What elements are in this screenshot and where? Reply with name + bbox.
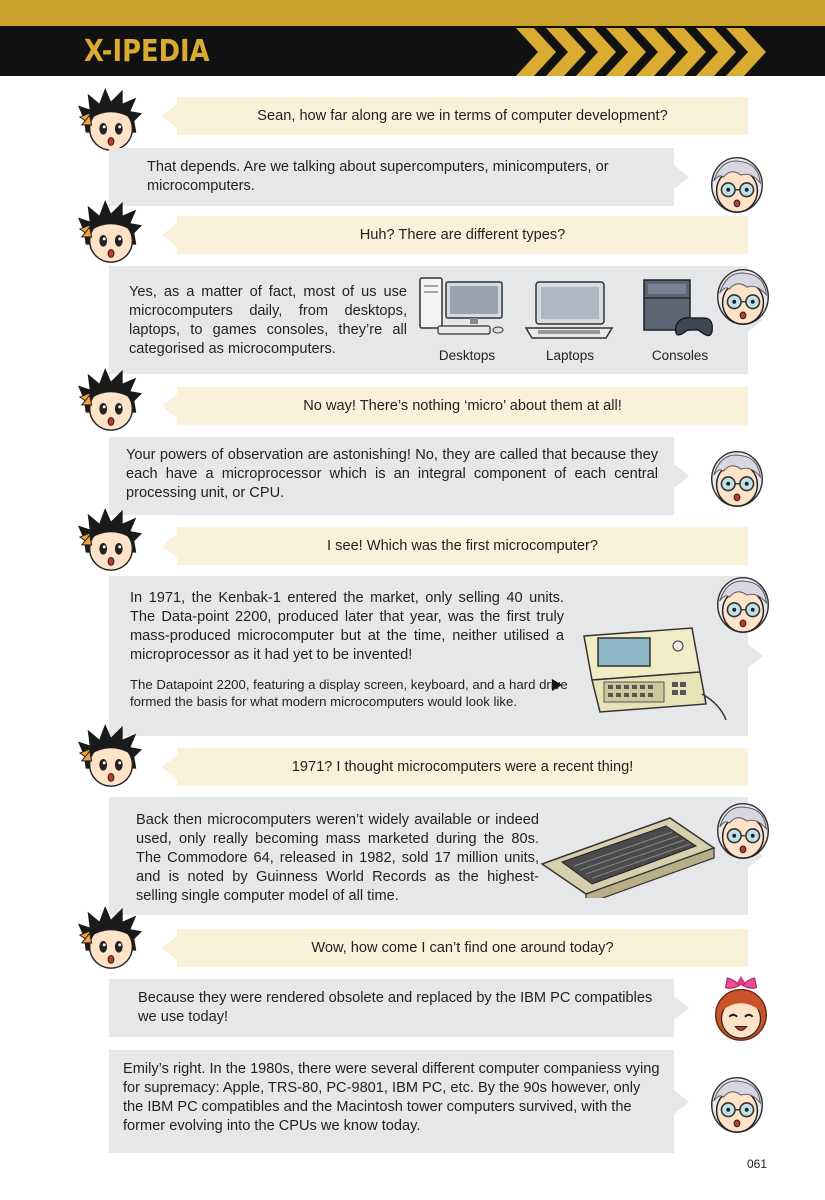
emily-avatar	[706, 974, 776, 1044]
dialogue-boy-5: 1971? I thought microcomputers were a recent thing!	[177, 748, 748, 786]
sean-avatar	[702, 146, 772, 216]
boy-avatar	[76, 366, 146, 436]
dialogue-sean-6: Emily’s right. In the 1980s, there were several different computer companiess vying for supremacy: Apple, TRS-80, PC-9801, IBM PC, etc. By the 90s however, only the IBM PC compatibles and the Macintosh tower computers survived, with the former evolving into the CPUs we know today.	[109, 1050, 674, 1153]
commodore-64-illustration	[538, 814, 718, 898]
boy-avatar	[76, 506, 146, 576]
sean-avatar	[708, 566, 778, 636]
dialogue-sean-5: Back then microcomputers weren’t widely available or indeed used, only really becoming mass marketed during the 80s. The Commodore 64, released in 1982, sold 17 million units, and is noted by Guinness World Records as the highest-selling single computer model of all time.	[109, 797, 748, 915]
sean-avatar	[702, 440, 772, 510]
dialogue-sean-4: In 1971, the Kenbak-1 entered the market, only selling 40 units. The Data-point 2200, produced later that year, was the first truly mass-produced microcomputer but at the time, neither utilised a microprocessor as it had yet to be invented! The Datapoint 2200, featuring a display screen, keyboard, and a hard drive formed the basis for what modern microcomputers would look like.	[109, 576, 748, 736]
dialogue-boy-4: I see! Which was the first microcomputer?	[177, 527, 748, 565]
page-title: X-IPEDIA	[84, 34, 210, 69]
boy-avatar	[76, 198, 146, 268]
dialogue-boy-2: Huh? There are different types?	[177, 216, 748, 254]
desktop-computer-icon	[418, 272, 508, 338]
dialogue-boy-3: No way! There’s nothing ‘micro’ about them at all!	[177, 387, 748, 425]
page-number: 061	[746, 1157, 767, 1171]
datapoint-caption: The Datapoint 2200, featuring a display screen, keyboard, and a hard drive formed the basis for what modern microcomputers would look like.	[130, 677, 568, 709]
boy-avatar	[76, 904, 146, 974]
header-chevrons	[516, 28, 776, 76]
dialogue-emily-1: Because they were rendered obsolete and replaced by the IBM PC compatibles we use today!	[109, 979, 674, 1037]
sean-avatar	[702, 1066, 772, 1136]
device-caption-laptops: Laptops	[545, 348, 595, 363]
boy-avatar	[76, 722, 146, 792]
sean-avatar	[708, 792, 778, 862]
datapoint-2200-illustration	[580, 624, 730, 720]
device-caption-desktops: Desktops	[438, 348, 496, 363]
dialogue-sean-2: Yes, as a matter of fact, most of us use microcomputers daily, from desktops, laptops, to games consoles, they’re all categorised as microcomputers.	[109, 266, 748, 374]
dialogue-boy-1: Sean, how far along are we in terms of computer development?	[177, 97, 748, 135]
game-console-icon	[638, 276, 714, 342]
boy-avatar	[76, 86, 146, 156]
dialogue-sean-1: That depends. Are we talking about supercomputers, minicomputers, or microcomputers.	[109, 148, 674, 206]
device-caption-consoles: Consoles	[651, 348, 709, 363]
caption-arrow-icon	[552, 679, 562, 691]
dialogue-boy-6: Wow, how come I can’t find one around today?	[177, 929, 748, 967]
sean-avatar	[708, 258, 778, 328]
header-gold-band	[0, 0, 825, 26]
dialogue-sean-3: Your powers of observation are astonishing! No, they are called that because they each have a microprocessor which is an integral component of each central processing unit, or CPU.	[109, 437, 674, 515]
laptop-icon	[522, 278, 616, 342]
